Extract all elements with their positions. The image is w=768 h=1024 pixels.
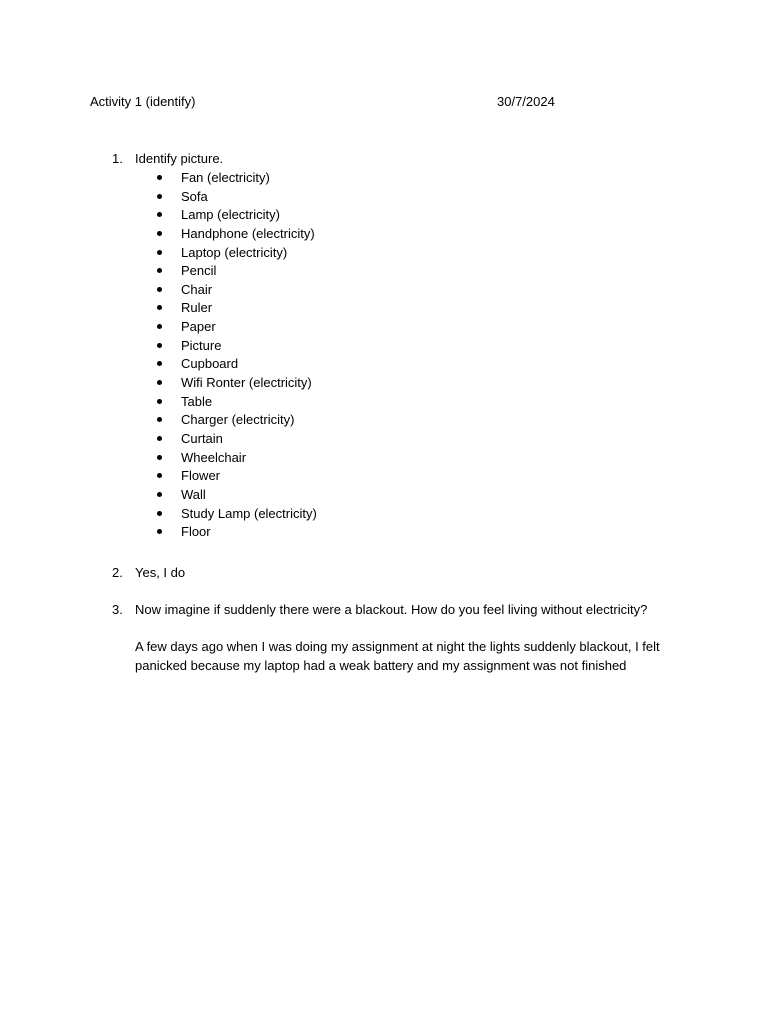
bullet-icon	[157, 511, 162, 516]
list-item-text: Sofa	[181, 188, 208, 204]
question-3-number: 3.	[112, 602, 123, 617]
question-1-text: Identify picture.	[135, 151, 224, 166]
list-item-text: Curtain	[181, 430, 223, 446]
list-item-text: Study Lamp (electricity)	[181, 505, 317, 521]
bullet-icon	[157, 250, 162, 255]
list-item-text: Picture	[181, 337, 222, 353]
question-2-text: Yes, I do	[135, 565, 186, 580]
list-item-text: Pencil	[181, 263, 217, 279]
question-1-number: 1.	[112, 151, 123, 166]
list-item-text: Table	[181, 393, 213, 409]
bullet-icon	[157, 268, 162, 273]
question-3-text: Now imagine if suddenly there were a blackout. How do you feel living without electricity?	[135, 602, 648, 617]
bullet-icon	[157, 175, 162, 180]
bullet-icon	[157, 473, 162, 478]
activity-date: 30/7/2024	[497, 94, 555, 109]
bullet-icon	[157, 361, 162, 366]
list-item-text: Charger (electricity)	[181, 412, 295, 428]
question-3-answer: A few days ago when I was doing my assignment at night the lights suddenly blackout, I felt panicked because my laptop had a weak battery and my assignment was not finished	[135, 639, 660, 673]
activity-title: Activity 1 (identify)	[90, 94, 196, 109]
list-item-text: Chair	[181, 281, 213, 297]
list-item-text: Laptop (electricity)	[181, 244, 288, 260]
bullet-icon	[157, 380, 162, 385]
list-item-text: Wall	[181, 486, 206, 502]
bullet-icon	[157, 343, 162, 348]
bullet-icon	[157, 305, 162, 310]
bullet-icon	[157, 287, 162, 292]
list-item-text: Fan (electricity)	[181, 170, 270, 185]
bullet-icon	[157, 194, 162, 199]
bullet-icon	[157, 324, 162, 329]
bullet-icon	[157, 212, 162, 217]
list-item-text: Wifi Ronter (electricity)	[181, 375, 312, 391]
bullet-icon	[157, 455, 162, 460]
bullet-icon	[157, 231, 162, 236]
list-item-text: Lamp (electricity)	[181, 207, 280, 223]
list-item-text: Floor	[181, 524, 211, 540]
bullet-icon	[157, 436, 162, 441]
list-item-text: Handphone (electricity)	[181, 225, 315, 241]
question-2-number: 2.	[112, 565, 123, 580]
bullet-icon	[157, 417, 162, 422]
list-item-text: Cupboard	[181, 356, 239, 372]
list-item-text: Ruler	[181, 300, 213, 316]
bullet-icon	[157, 529, 162, 534]
list-item-text: Wheelchair	[181, 449, 247, 465]
list-item-text: Paper	[181, 319, 216, 335]
bullet-icon	[157, 399, 162, 404]
list-item-text: Flower	[181, 468, 221, 484]
bullet-icon	[157, 492, 162, 497]
